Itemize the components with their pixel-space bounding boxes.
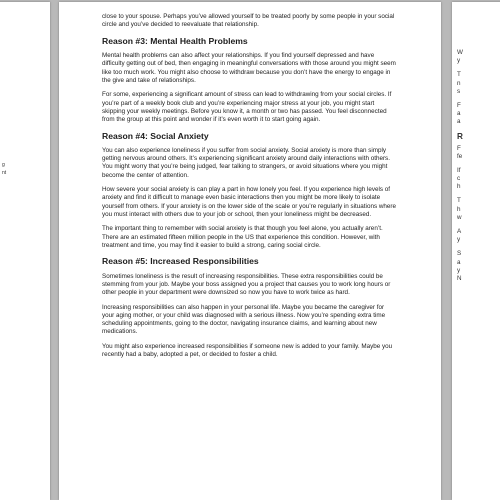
right-page-fragment: If	[457, 166, 461, 174]
right-page-fragment: s	[457, 87, 461, 95]
right-page-fragment: h	[457, 205, 461, 213]
right-page-fragment: a	[457, 258, 461, 266]
left-page-fragment: g	[2, 162, 5, 168]
right-page-fragment: c	[457, 175, 461, 183]
paragraph: For some, experiencing a significant amount of stress can lead to withdrawing from your social circles. If you’re part of a weekly book club and you’re experiencing major stress at your job, you might start skipping your weekly meetings. Before you know it, a month or two has passed. You feel disconnected from the group at this point and wonder if it’s even worth it to start going again.	[102, 91, 392, 123]
right-page-fragment: A	[457, 228, 462, 235]
right-page-fragment: F	[457, 144, 461, 152]
right-page-fragment: F	[457, 101, 461, 109]
right-page-fragment: T	[457, 71, 461, 79]
right-page-fragment: S	[457, 250, 462, 258]
right-page-fragments	[457, 49, 497, 283]
main-page	[59, 2, 441, 500]
paragraph: You might also experience increased responsibilities if someone new is added to your family. Maybe you recently had a baby, adopted a pet, or decided to foster a child.	[102, 342, 393, 359]
paragraph: close to your spouse. Perhaps you’ve allowed yourself to be treated poorly by some people in your social circle and you’ve decided to reevaluate that relationship.	[102, 13, 395, 29]
left-page-fragment: nt	[2, 170, 7, 176]
right-page	[452, 2, 500, 500]
page-content	[102, 13, 398, 366]
right-page-fragment: N	[457, 274, 462, 282]
right-page-fragment: fe	[457, 152, 463, 160]
right-page-fragment: y	[457, 266, 461, 274]
right-page-fragment: a	[457, 118, 461, 126]
paragraph: Sometimes loneliness is the result of increasing responsibilities. These extra responsibilities could be stemming from your job. Maybe your boss assigned you a project that causes you to work long hours or other people in your department were downsized so now you have to work twice as hard.	[102, 272, 391, 297]
right-page-fragment: a	[457, 110, 461, 118]
right-page-fragment: W	[457, 49, 463, 56]
right-page-fragment: n	[457, 79, 461, 87]
right-page-fragment: y	[457, 236, 461, 244]
paragraph: You can also experience loneliness if you suffer from social anxiety. Social anxiety is more than simply getting nervous around others. It’s experiencing significant anxiety around daily interactions with others. You might worry that you’re being judged, fear talking to strangers, or avoid situations where you might become the center of attention.	[102, 146, 390, 179]
left-page	[0, 2, 50, 500]
right-page-fragment: w	[457, 213, 462, 221]
section-heading: Reason #5: Increased Responsibilities	[102, 256, 259, 267]
paragraph: Mental health problems can also affect your relationships. If you find yourself depressed and have difficulty getting out of bed, then engaging in meaningful conversations with those around you might seem like too much work. You might also choose to withdraw because you don’t have the energy to engage in the give and take of relationships.	[102, 52, 396, 84]
right-page-fragment: T	[457, 197, 461, 205]
right-page-fragment: y	[457, 57, 461, 65]
paragraph: The important thing to remember with social anxiety is that though you feel alone, you actually aren’t. There are an estimated fifteen million people in the US that experience this condition. However, with treatment and time, you may find it easier to build a strong, caring social circle.	[102, 225, 383, 249]
right-page-heading-fragment: R	[457, 131, 463, 141]
section-heading: Reason #3: Mental Health Problems	[102, 35, 248, 46]
paragraph: Increasing responsibilities can also happen in your personal life. Maybe you became the caregiver for your aging mother, or your child was diagnosed with a serious illness. Now you’re spending extra time scheduling appointments, going to the doctor, navigating insurance claims, and learning about new medications.	[102, 303, 386, 336]
paragraph: How severe your social anxiety is can play a part in how lonely you feel. If you experience high levels of anxiety and find it difficult to manage even basic interactions then you might be more likely to isolate yourself from others. If your anxiety is on the lower side of the scale or you’re regularly in situations where you must interact with others due to your job or school, then your loneliness might be decreased.	[102, 186, 396, 218]
right-page-fragment: h	[457, 183, 461, 191]
section-heading: Reason #4: Social Anxiety	[102, 130, 209, 141]
